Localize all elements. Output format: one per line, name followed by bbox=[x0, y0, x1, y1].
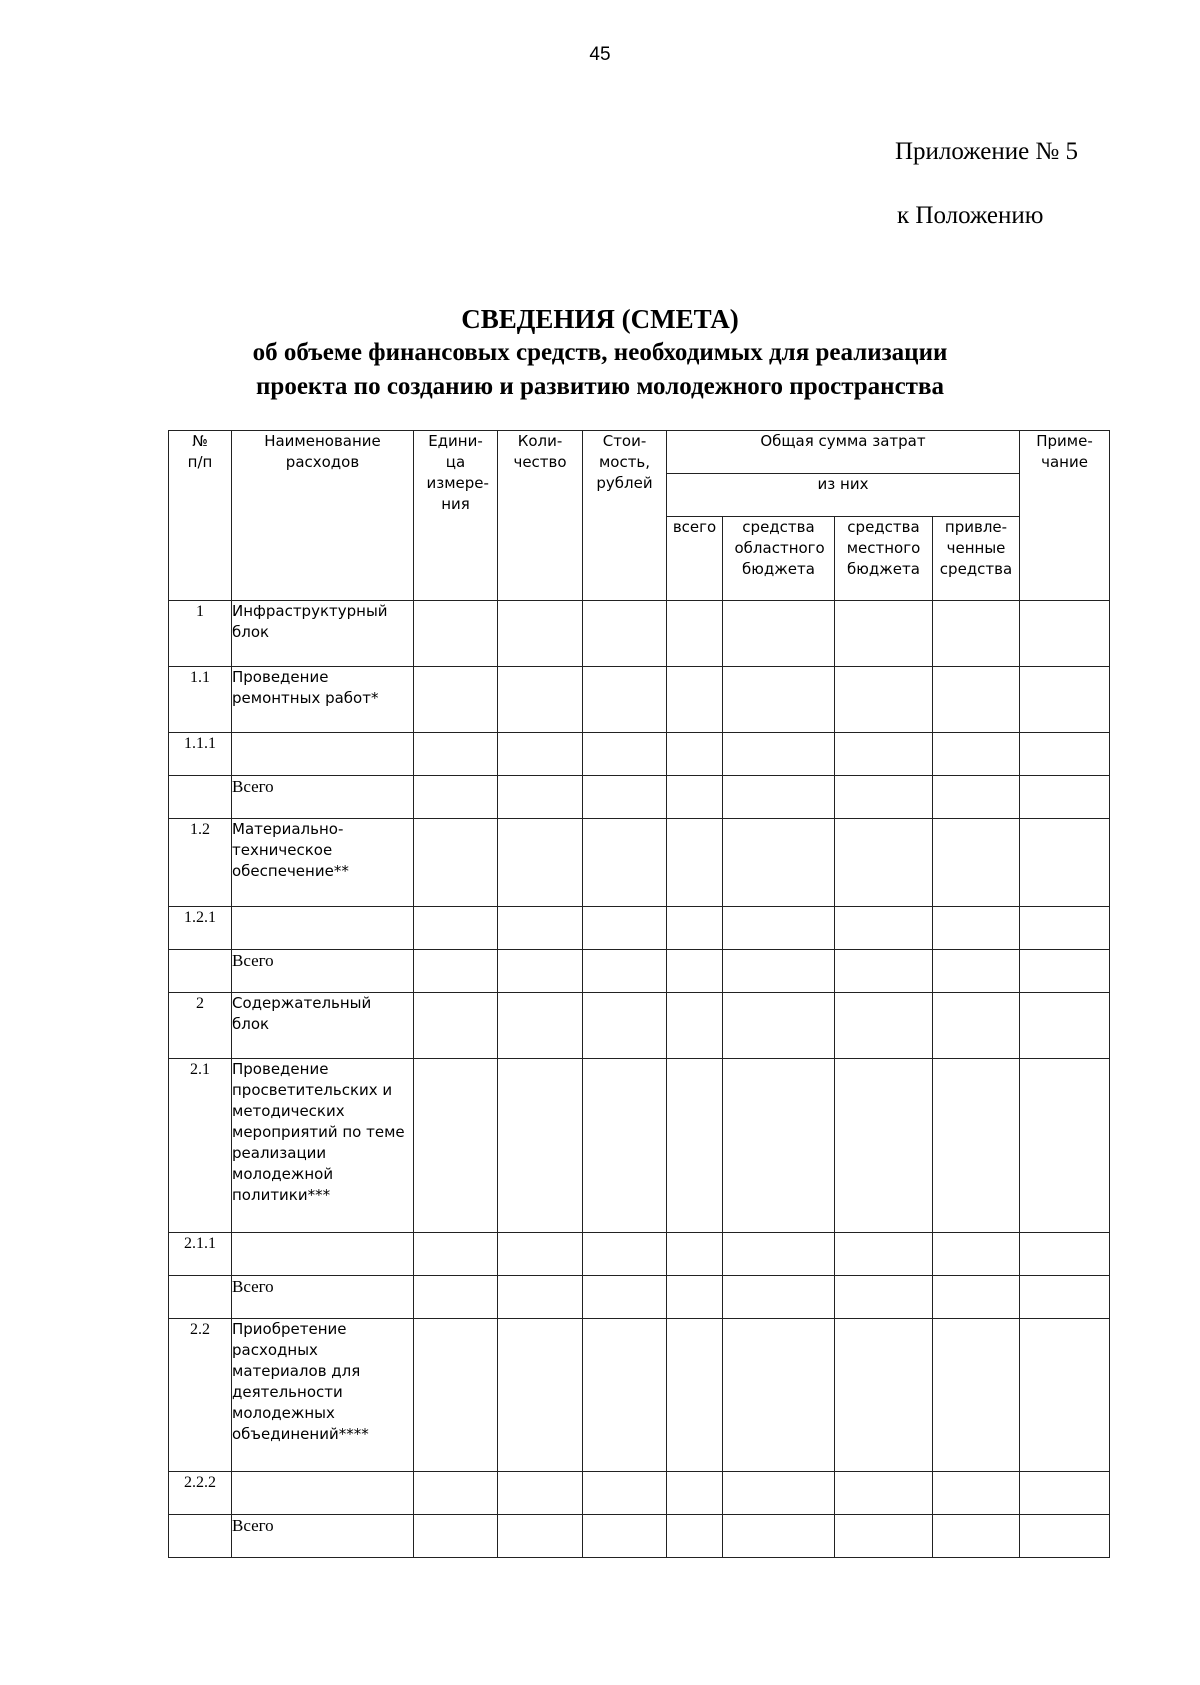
cell-cost bbox=[583, 907, 667, 950]
page-number: 45 bbox=[589, 44, 611, 65]
table-row bbox=[169, 1059, 1110, 1233]
cell-unit bbox=[414, 993, 498, 1059]
header-all: всего bbox=[667, 517, 723, 601]
table-row bbox=[169, 1472, 1110, 1515]
row-name: Всего bbox=[232, 1276, 414, 1319]
cell-cost bbox=[583, 1233, 667, 1276]
header-name: Наименование расходов bbox=[232, 431, 414, 601]
cell-cost bbox=[583, 1276, 667, 1319]
cell-attracted bbox=[933, 733, 1020, 776]
cell-all bbox=[667, 993, 723, 1059]
cell-quantity bbox=[498, 1233, 583, 1276]
cell-note bbox=[1020, 1059, 1110, 1233]
cell-regional bbox=[723, 776, 835, 819]
cell-local bbox=[835, 907, 933, 950]
row-name: Всего bbox=[232, 776, 414, 819]
cell-quantity bbox=[498, 907, 583, 950]
row-name bbox=[232, 1233, 414, 1276]
cell-attracted bbox=[933, 993, 1020, 1059]
document-title bbox=[0, 302, 1200, 404]
cell-unit bbox=[414, 1276, 498, 1319]
cell-regional bbox=[723, 1472, 835, 1515]
cell-local bbox=[835, 1472, 933, 1515]
cell-quantity bbox=[498, 1276, 583, 1319]
row-number: 1.1 bbox=[169, 667, 232, 733]
cell-local bbox=[835, 733, 933, 776]
cell-regional bbox=[723, 733, 835, 776]
cell-local bbox=[835, 1319, 933, 1472]
row-name: Приобретение расходных материалов для деятельности молодежных объединений**** bbox=[232, 1319, 414, 1472]
cell-unit bbox=[414, 819, 498, 907]
annex-reference: к Положению bbox=[897, 202, 1044, 229]
cell-all bbox=[667, 1059, 723, 1233]
row-number bbox=[169, 776, 232, 819]
cell-attracted bbox=[933, 601, 1020, 667]
cell-all bbox=[667, 1319, 723, 1472]
cell-note bbox=[1020, 733, 1110, 776]
row-name: Всего bbox=[232, 950, 414, 993]
cell-cost bbox=[583, 601, 667, 667]
cell-cost bbox=[583, 667, 667, 733]
cell-note bbox=[1020, 1233, 1110, 1276]
row-number: 1.2.1 bbox=[169, 907, 232, 950]
title-subtitle-line-1: об объеме финансовых средств, необходимых для реализации bbox=[252, 339, 948, 366]
cell-note bbox=[1020, 601, 1110, 667]
row-number: 2.2.2 bbox=[169, 1472, 232, 1515]
cell-all bbox=[667, 601, 723, 667]
cell-quantity bbox=[498, 1515, 583, 1558]
row-name bbox=[232, 907, 414, 950]
table-row bbox=[169, 1319, 1110, 1472]
cell-quantity bbox=[498, 667, 583, 733]
cell-attracted bbox=[933, 776, 1020, 819]
cell-attracted bbox=[933, 1472, 1020, 1515]
row-number: 1.2 bbox=[169, 819, 232, 907]
table-row bbox=[169, 819, 1110, 907]
cell-note bbox=[1020, 1276, 1110, 1319]
cell-regional bbox=[723, 1319, 835, 1472]
title-main: СВЕДЕНИЯ (СМЕТА) bbox=[461, 304, 739, 334]
row-name: Проведение просветительских и методических мероприятий по теме реализации молодежной политики*** bbox=[232, 1059, 414, 1233]
cell-regional bbox=[723, 907, 835, 950]
cell-attracted bbox=[933, 819, 1020, 907]
cell-regional bbox=[723, 667, 835, 733]
row-number: 1.1.1 bbox=[169, 733, 232, 776]
cell-cost bbox=[583, 1319, 667, 1472]
cell-quantity bbox=[498, 1472, 583, 1515]
cell-cost bbox=[583, 1472, 667, 1515]
cell-regional bbox=[723, 819, 835, 907]
table-row bbox=[169, 601, 1110, 667]
cell-cost bbox=[583, 776, 667, 819]
header-local-budget: средства местного бюджета bbox=[835, 517, 933, 601]
cell-note bbox=[1020, 667, 1110, 733]
cell-cost bbox=[583, 1059, 667, 1233]
header-total: Общая сумма затрат bbox=[667, 431, 1020, 474]
estimate-table bbox=[168, 430, 1110, 1558]
table-row bbox=[169, 776, 1110, 819]
annex-number: Приложение № 5 bbox=[895, 138, 1079, 165]
cell-note bbox=[1020, 1319, 1110, 1472]
cell-regional bbox=[723, 601, 835, 667]
cell-all bbox=[667, 733, 723, 776]
cell-unit bbox=[414, 1233, 498, 1276]
cell-local bbox=[835, 776, 933, 819]
cell-all bbox=[667, 907, 723, 950]
header-attracted-funds: привле-ченные средства bbox=[933, 517, 1020, 601]
row-name: Материально-техническое обеспечение** bbox=[232, 819, 414, 907]
cell-cost bbox=[583, 1515, 667, 1558]
table-row bbox=[169, 667, 1110, 733]
cell-quantity bbox=[498, 1059, 583, 1233]
cell-note bbox=[1020, 950, 1110, 993]
cell-local bbox=[835, 601, 933, 667]
cell-attracted bbox=[933, 1319, 1020, 1472]
cell-regional bbox=[723, 993, 835, 1059]
row-name bbox=[232, 1472, 414, 1515]
cell-cost bbox=[583, 819, 667, 907]
table-row bbox=[169, 1233, 1110, 1276]
cell-all bbox=[667, 1276, 723, 1319]
cell-attracted bbox=[933, 950, 1020, 993]
cell-quantity bbox=[498, 993, 583, 1059]
cell-local bbox=[835, 1515, 933, 1558]
row-number: 2.2 bbox=[169, 1319, 232, 1472]
row-name bbox=[232, 733, 414, 776]
cell-attracted bbox=[933, 1233, 1020, 1276]
cell-note bbox=[1020, 907, 1110, 950]
cell-regional bbox=[723, 1276, 835, 1319]
cell-unit bbox=[414, 950, 498, 993]
cell-all bbox=[667, 819, 723, 907]
cell-quantity bbox=[498, 601, 583, 667]
cell-local bbox=[835, 1059, 933, 1233]
row-number bbox=[169, 1276, 232, 1319]
cell-unit bbox=[414, 1319, 498, 1472]
row-name: Проведение ремонтных работ* bbox=[232, 667, 414, 733]
cell-quantity bbox=[498, 819, 583, 907]
cell-attracted bbox=[933, 1515, 1020, 1558]
cell-regional bbox=[723, 1059, 835, 1233]
row-number: 2.1.1 bbox=[169, 1233, 232, 1276]
header-note: Приме-чание bbox=[1020, 431, 1110, 601]
table-row bbox=[169, 993, 1110, 1059]
cell-local bbox=[835, 993, 933, 1059]
cell-all bbox=[667, 950, 723, 993]
cell-all bbox=[667, 1472, 723, 1515]
cell-local bbox=[835, 1233, 933, 1276]
header-cost: Стои-мость, рублей bbox=[583, 431, 667, 601]
row-number: 2 bbox=[169, 993, 232, 1059]
cell-unit bbox=[414, 1059, 498, 1233]
title-subtitle-line-2: проекта по созданию и развитию молодежного пространства bbox=[256, 373, 944, 400]
cell-local bbox=[835, 667, 933, 733]
cell-note bbox=[1020, 1515, 1110, 1558]
cell-note bbox=[1020, 819, 1110, 907]
cell-regional bbox=[723, 950, 835, 993]
cell-unit bbox=[414, 907, 498, 950]
cell-cost bbox=[583, 950, 667, 993]
header-of-which: из них bbox=[667, 474, 1020, 517]
cell-attracted bbox=[933, 667, 1020, 733]
row-number bbox=[169, 1515, 232, 1558]
row-name: Всего bbox=[232, 1515, 414, 1558]
cell-unit bbox=[414, 1472, 498, 1515]
cell-attracted bbox=[933, 1059, 1020, 1233]
cell-cost bbox=[583, 993, 667, 1059]
table-row bbox=[169, 950, 1110, 993]
cell-all bbox=[667, 776, 723, 819]
row-number: 2.1 bbox=[169, 1059, 232, 1233]
header-unit: Едини-ца измере-ния bbox=[414, 431, 498, 601]
cell-note bbox=[1020, 993, 1110, 1059]
cell-regional bbox=[723, 1233, 835, 1276]
cell-all bbox=[667, 1515, 723, 1558]
cell-unit bbox=[414, 601, 498, 667]
cell-all bbox=[667, 1233, 723, 1276]
cell-unit bbox=[414, 733, 498, 776]
cell-quantity bbox=[498, 950, 583, 993]
cell-quantity bbox=[498, 776, 583, 819]
header-quantity: Коли-чество bbox=[498, 431, 583, 601]
cell-local bbox=[835, 950, 933, 993]
row-name: Содержательный блок bbox=[232, 993, 414, 1059]
header-regional-budget: средства областного бюджета bbox=[723, 517, 835, 601]
cell-local bbox=[835, 819, 933, 907]
cell-note bbox=[1020, 776, 1110, 819]
cell-note bbox=[1020, 1472, 1110, 1515]
table-row bbox=[169, 1276, 1110, 1319]
cell-attracted bbox=[933, 907, 1020, 950]
row-number: 1 bbox=[169, 601, 232, 667]
cell-all bbox=[667, 667, 723, 733]
table-row bbox=[169, 1515, 1110, 1558]
cell-local bbox=[835, 1276, 933, 1319]
cell-cost bbox=[583, 733, 667, 776]
header-num: № п/п bbox=[169, 431, 232, 601]
cell-attracted bbox=[933, 1276, 1020, 1319]
table-row bbox=[169, 907, 1110, 950]
cell-quantity bbox=[498, 1319, 583, 1472]
cell-quantity bbox=[498, 733, 583, 776]
cell-unit bbox=[414, 667, 498, 733]
cell-unit bbox=[414, 776, 498, 819]
row-number bbox=[169, 950, 232, 993]
cell-regional bbox=[723, 1515, 835, 1558]
table-row bbox=[169, 733, 1110, 776]
row-name: Инфраструктурный блок bbox=[232, 601, 414, 667]
cell-unit bbox=[414, 1515, 498, 1558]
